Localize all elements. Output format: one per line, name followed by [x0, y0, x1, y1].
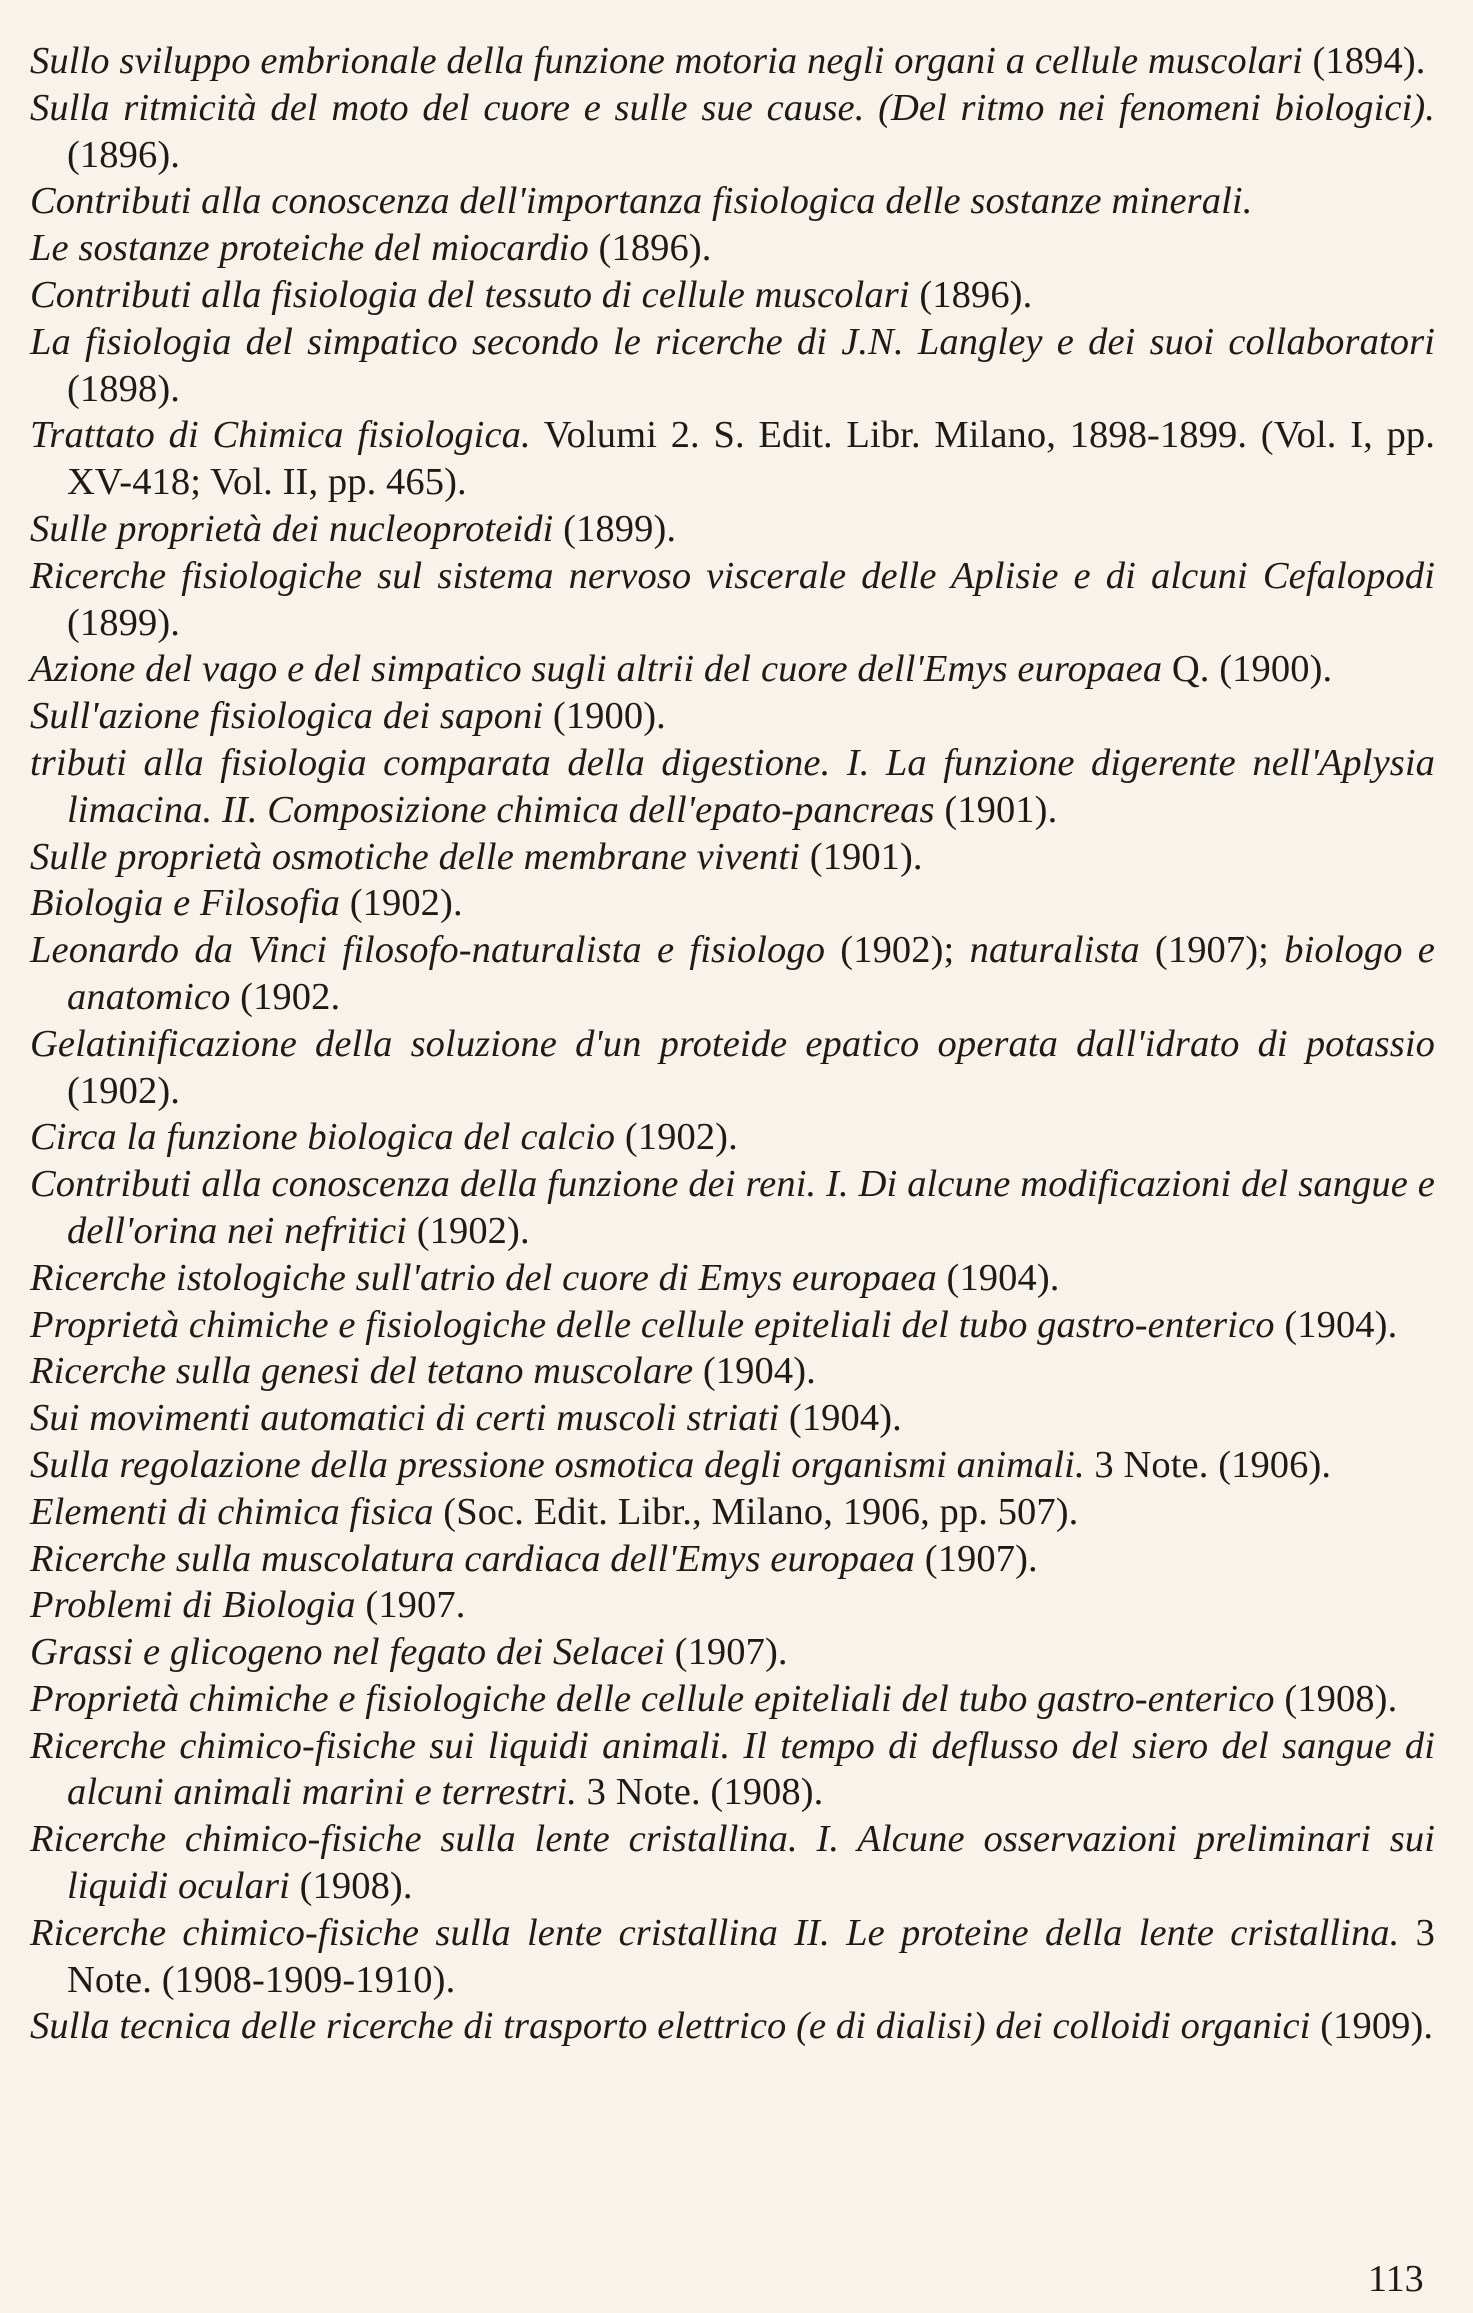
entry-details: (1901). — [934, 788, 1058, 831]
bibliography-entry — [30, 1255, 1435, 1302]
entry-title: Ricerche istologiche sull'atrio del cuore di Emys europaea — [30, 1256, 937, 1299]
bibliography-entry — [30, 2003, 1435, 2050]
entry-title: Proprietà chimiche e fisiologiche delle cellule epiteliali del tubo gastro-enterico — [30, 1677, 1275, 1720]
entry-details: (Soc. Edit. Libr., Milano, 1906, pp. 507). — [433, 1490, 1079, 1533]
entry-details: (1902). — [339, 882, 463, 925]
entry-title: Sulla tecnica delle ricerche di trasporto elettrico (e di dialisi) dei colloidi organici — [30, 2005, 1311, 2048]
bibliography-entry — [30, 1723, 1435, 1817]
entry-title: Ricerche chimico-fisiche sui liquidi animali. Il tempo di deflusso del siero del sangue di alcuni animali marini e terrestri. — [30, 1724, 1435, 1814]
entry-details: (1907). — [664, 1631, 788, 1674]
entry-details: (1902). — [615, 1116, 738, 1159]
entry-title: Ricerche chimico-fisiche sulla lente cristallina II. Le proteine della lente cristallina. — [30, 1911, 1400, 1954]
entry-title: Leonardo da Vinci filosofo-naturalista e fisiologo — [30, 929, 826, 972]
entry-details: (1909). — [1310, 2005, 1434, 2048]
bibliography-entry — [30, 1395, 1435, 1442]
bibliography-entry — [30, 1442, 1435, 1489]
entry-title: Circa la funzione biologica del calcio — [30, 1116, 616, 1159]
entry-details: (1900). — [543, 695, 666, 738]
entry-details: (1896). — [909, 273, 1033, 316]
bibliography-entry — [30, 1676, 1435, 1723]
entry-title: Sui movimenti automatici di certi muscoli striati — [30, 1397, 780, 1440]
entry-title: Sulle proprietà osmotiche delle membrane viventi — [30, 835, 800, 878]
bibliography-entry — [30, 834, 1435, 881]
entry-details: (1896). — [67, 133, 180, 176]
entry-details: (1898). — [67, 367, 180, 410]
entry-title: Contributi alla fisiologia del tessuto di cellule muscolari — [30, 273, 910, 316]
bibliography-entry — [30, 1302, 1435, 1349]
bibliography-entry — [30, 319, 1435, 413]
entry-details: (1904). — [936, 1256, 1060, 1299]
bibliography-entry — [30, 740, 1435, 834]
entry-title: Ricerche fisiologiche sul sistema nervoso viscerale delle Aplisie e di alcuni Cefalopodi — [30, 554, 1435, 597]
page-number: 113 — [1368, 2258, 1424, 2300]
entry-title: Ricerche chimico-fisiche sulla lente cristallina. I. Alcune osservazioni preliminari sui liquidi oculari — [30, 1818, 1435, 1908]
entry-title: La fisiologia del simpatico secondo le ricerche di J.N. Langley e dei suoi collaboratori — [30, 320, 1435, 363]
bibliography-entry — [30, 1816, 1435, 1910]
bibliography-list — [30, 38, 1435, 2050]
bibliography-entry — [30, 1582, 1435, 1629]
bibliography-entry — [30, 272, 1435, 319]
entry-details: (1899). — [67, 601, 180, 644]
bibliography-entry — [30, 1348, 1435, 1395]
entry-details: (1907); — [1139, 929, 1285, 972]
entry-title: Biologia e Filosofia — [30, 882, 340, 925]
entry-title: Sulla ritmicità del moto del cuore e sulle sue cause. (Del ritmo nei fenomeni biologici). — [30, 86, 1435, 129]
entry-details: (1908). — [1274, 1677, 1398, 1720]
entry-details: (1901). — [799, 835, 923, 878]
entry-details: (1902); — [825, 929, 970, 972]
bibliography-entry — [30, 1536, 1435, 1583]
entry-title: naturalista — [969, 929, 1140, 972]
entry-details: 3 Note. (1906). — [1084, 1443, 1332, 1486]
entry-title: Ricerche sulla muscolatura cardiaca dell'Emys europaea — [30, 1537, 916, 1580]
entry-title: Sull'azione fisiologica dei saponi — [30, 695, 544, 738]
entry-details: (1894). — [1302, 40, 1426, 82]
bibliography-entry — [30, 553, 1435, 647]
bibliography-entry — [30, 880, 1435, 927]
bibliography-entry — [30, 927, 1435, 1021]
entry-details: (1908). — [289, 1865, 413, 1908]
bibliography-entry — [30, 1114, 1435, 1161]
entry-title: Contributi alla conoscenza della funzione dei reni. I. Di alcune modificazioni del sangue e dell'orina nei nefritici — [30, 1163, 1435, 1252]
entry-details: (1899). — [553, 507, 677, 550]
entry-details: (1904). — [1274, 1303, 1398, 1346]
bibliography-entry — [30, 1910, 1435, 2004]
entry-details: (1904). — [693, 1350, 816, 1393]
entry-title: Sulle proprietà dei nucleoproteidi — [30, 507, 554, 550]
entry-title: tributi alla fisiologia comparata della digestione. I. La funzione digerente nell'Aplysia limacina. II. Composizione chimica dell'epato-pancreas — [30, 741, 1435, 831]
entry-title: Azione del vago e del simpatico sugli altrii del cuore dell'Emys europaea — [30, 648, 1163, 691]
entry-details: 3 Note. (1908). — [576, 1771, 824, 1814]
bibliography-entry — [30, 1021, 1435, 1115]
bibliography-entry — [30, 1629, 1435, 1676]
entry-details: (1907). — [915, 1537, 1038, 1580]
bibliography-entry — [30, 412, 1435, 506]
entry-title: Contributi alla conoscenza dell'importanza fisiologica delle sostanze minerali. — [30, 180, 1253, 223]
entry-details: (1902). — [67, 1069, 180, 1112]
bibliography-entry — [30, 85, 1435, 179]
entry-title: Gelatinificazione della soluzione d'un proteide epatico operata dall'idrato di potassio — [30, 1022, 1435, 1065]
bibliography-entry — [30, 506, 1435, 553]
entry-title: Sullo sviluppo embrionale della funzione motoria negli organi a cellule muscolari — [30, 40, 1303, 82]
entry-details: (1902. — [230, 975, 341, 1018]
bibliography-entry — [30, 693, 1435, 740]
entry-title: Problemi di Biologia — [30, 1584, 356, 1627]
bibliography-entry — [30, 225, 1435, 272]
entry-title: Le sostanze proteiche del miocardio — [30, 227, 589, 270]
entry-title: biologo e anatomico — [67, 929, 1435, 1018]
entry-details: (1896). — [588, 227, 712, 270]
entry-details: (1907. — [355, 1584, 466, 1627]
entry-title: Elementi di chimica fisica — [30, 1490, 434, 1533]
entry-title: Grassi e glicogeno nel fegato dei Selacei — [30, 1631, 665, 1674]
entry-title: Trattato di Chimica fisiologica. — [30, 414, 531, 457]
entry-title: Sulla regolazione della pressione osmotica degli organismi animali. — [30, 1443, 1085, 1486]
bibliography-entry — [30, 1489, 1435, 1536]
entry-title: Proprietà chimiche e fisiologiche delle cellule epiteliali del tubo gastro-enterico — [30, 1303, 1275, 1346]
entry-details: Q. (1900). — [1162, 648, 1333, 691]
bibliography-entry — [30, 1161, 1435, 1255]
entry-details: (1902). — [406, 1209, 530, 1252]
entry-title: Ricerche sulla genesi del tetano muscolare — [30, 1350, 694, 1393]
bibliography-entry — [30, 38, 1435, 85]
entry-details: 3 Note. (1908-1909-1910). — [67, 1911, 1435, 2001]
bibliography-entry — [30, 646, 1435, 693]
bibliography-entry — [30, 178, 1435, 225]
entry-details: (1904). — [779, 1397, 902, 1440]
entry-details: Volumi 2. S. Edit. Libr. Milano, 1898-1899. (Vol. I, pp. XV-418; Vol. II, pp. 465). — [67, 414, 1435, 504]
